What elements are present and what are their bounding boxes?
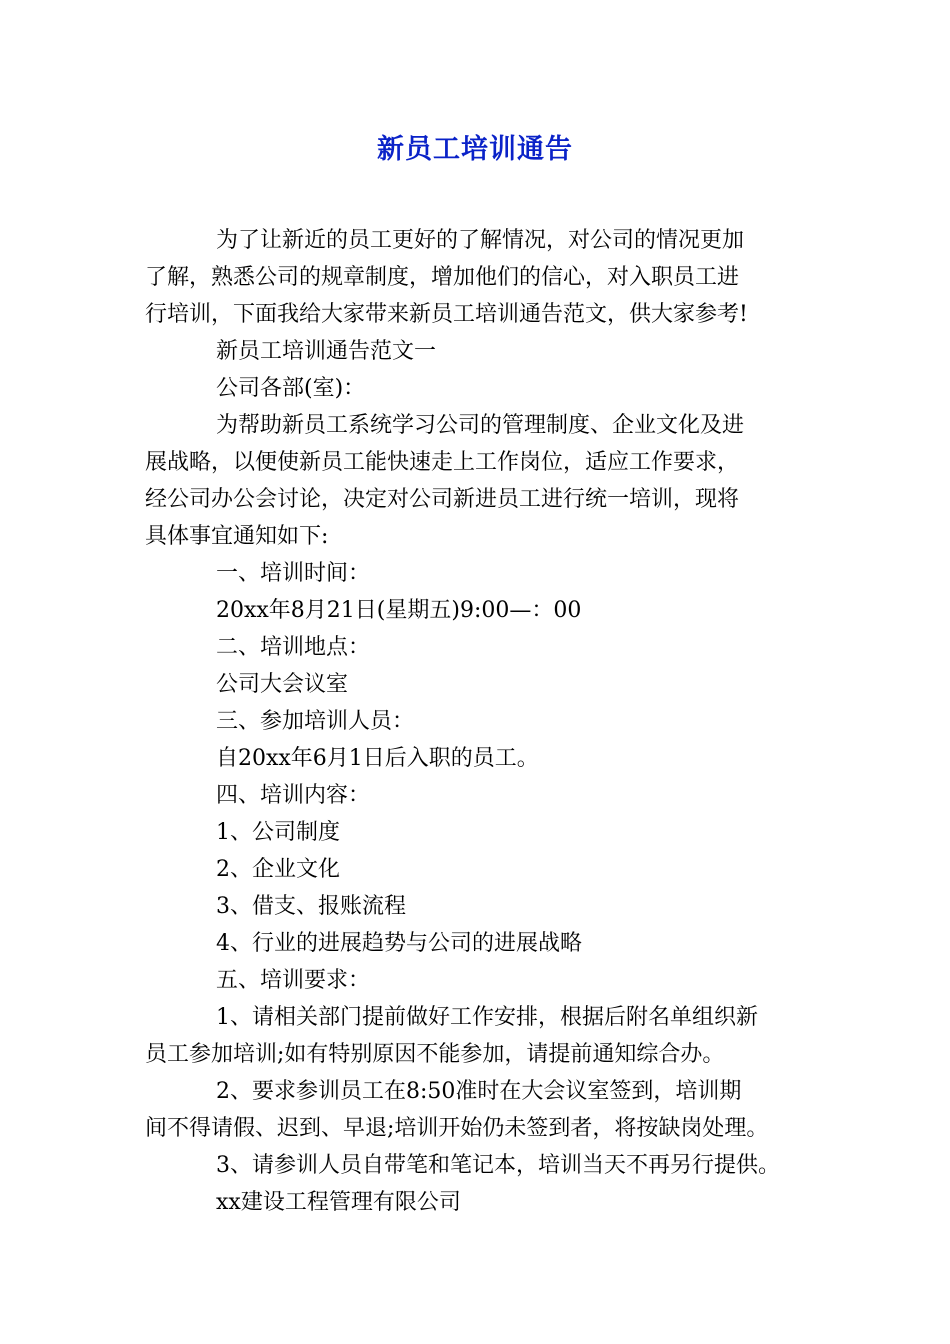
document-body <box>145 222 825 1221</box>
intro-line-1: 为了让新近的员工更好的了解情况，对公司的情况更加 <box>216 228 745 253</box>
content-item-4: 4、行业的进展趋势与公司的进展战略 <box>216 931 582 956</box>
intro-line-2: 了解，熟悉公司的规章制度，增加他们的信心，对入职员工进 <box>145 265 740 290</box>
purpose-line-2: 展战略，以便使新员工能快速走上工作岗位，适应工作要求， <box>145 450 740 475</box>
requirement-2-line-1: 2、要求参训员工在8:50准时在大会议室签到，培训期 <box>216 1079 742 1104</box>
sample-heading: 新员工培训通告范文一 <box>216 339 437 364</box>
document-title: 新员工培训通告 <box>377 134 573 165</box>
purpose-line-3: 经公司办公会讨论，决定对公司新进员工进行统一培训，现将 <box>145 487 740 512</box>
signature-company: xx建设工程管理有限公司 <box>216 1190 461 1215</box>
section-location-heading: 二、培训地点： <box>216 635 371 660</box>
section-content-heading: 四、培训内容： <box>216 783 371 808</box>
requirement-3: 3、请参训人员自带笔和笔记本，培训当天不再另行提供。 <box>216 1153 780 1178</box>
requirement-2-line-2: 间不得请假、迟到、早退;培训开始仍未签到者，将按缺岗处理。 <box>145 1116 769 1141</box>
purpose-line-1: 为帮助新员工系统学习公司的管理制度、企业文化及进 <box>216 413 745 438</box>
section-attendees-heading: 三、参加培训人员： <box>216 709 415 734</box>
section-attendees-value: 自20xx年6月1日后入职的员工。 <box>216 746 539 771</box>
section-location-value: 公司大会议室 <box>216 672 349 697</box>
section-time-heading: 一、培训时间： <box>216 561 371 586</box>
content-item-1: 1、公司制度 <box>216 820 340 845</box>
section-time-value: 20xx年8月21日(星期五)9:00—：00 <box>216 598 582 623</box>
intro-line-3: 行培训，下面我给大家带来新员工培训通告范文，供大家参考! <box>145 302 748 327</box>
purpose-line-4: 具体事宜通知如下: <box>145 524 329 549</box>
requirement-1-line-1: 1、请相关部门提前做好工作安排，根据后附名单组织新 <box>216 1005 758 1030</box>
salutation: 公司各部(室)： <box>216 376 366 401</box>
section-requirements-heading: 五、培训要求： <box>216 968 371 993</box>
requirement-1-line-2: 员工参加培训;如有特别原因不能参加，请提前通知综合办。 <box>145 1042 725 1067</box>
content-item-2: 2、企业文化 <box>216 857 340 882</box>
content-item-3: 3、借支、报账流程 <box>216 894 406 919</box>
